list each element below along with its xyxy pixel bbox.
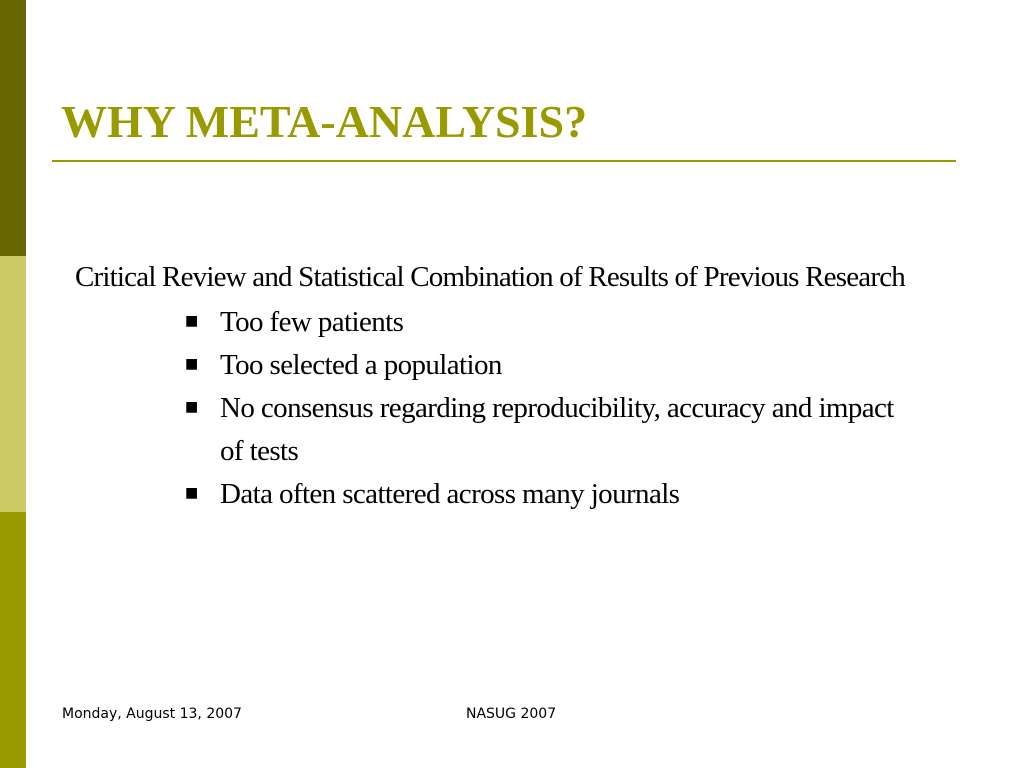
bullet-text: Data often scattered across many journals	[220, 478, 680, 510]
title-underline	[52, 160, 956, 162]
sidebar-stripe-light	[0, 256, 26, 512]
bullet-text: Too selected a population	[220, 349, 502, 381]
slide-heading: Critical Review and Statistical Combination of Results of Previous Research	[75, 261, 905, 293]
bullet-list	[75, 301, 955, 516]
bullet-item	[185, 344, 900, 387]
bullet-item	[185, 301, 900, 344]
slide-content	[75, 257, 955, 516]
slide-title: WHY META-ANALYSIS?	[61, 96, 588, 147]
footer-date: Monday, August 13, 2007	[62, 706, 242, 722]
square-bullet-icon: ■	[185, 399, 198, 415]
square-bullet-icon: ■	[185, 485, 198, 501]
bullet-item	[185, 387, 900, 473]
square-bullet-icon: ■	[185, 356, 198, 372]
bullet-text: Too few patients	[220, 306, 404, 338]
sidebar-stripe-dark	[0, 0, 26, 256]
bullet-text: No consensus regarding reproducibility, accuracy and impact of tests	[220, 392, 894, 467]
square-bullet-icon: ■	[185, 313, 198, 329]
footer-event-name: NASUG 2007	[466, 706, 557, 722]
sidebar-stripe-olive	[0, 512, 26, 768]
bullet-item	[185, 473, 900, 516]
